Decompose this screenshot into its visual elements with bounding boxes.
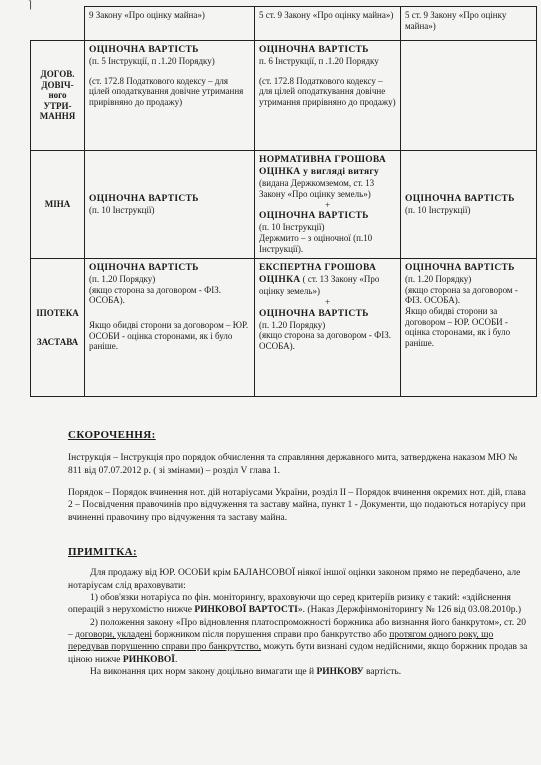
cell-top-1: 9 Закону «Про оцінку майна») — [85, 7, 255, 41]
row-heading: МІНА — [31, 151, 85, 259]
abbreviation-order: Порядок – Порядок вчинення нот. дій нотаріусами України, розділ ІІ – Порядок вчинення окремих нот. дій, глава 2 – Посвідчення правочинів про відчуження та заставу майна, пункт 1 - Документи, що подаються нотаріусу при вчиненні правочину про відчуження та заставу майна. — [68, 487, 526, 523]
cell-title: ОЦІНОЧНА ВАРТІСТЬ — [405, 194, 515, 205]
cell-reference: (п. 5 Інструкції, п .1.20 Порядку) — [89, 56, 215, 67]
cell — [401, 259, 537, 397]
cell — [401, 151, 537, 259]
cell-reference: (видана Держкомземом, ст. 13 Закону «Про оцінку земель») — [259, 178, 375, 200]
cell-title: ОЦІНОЧНА ВАРТІСТЬ — [405, 263, 515, 273]
cell-reference: (п. 1.20 Порядку) — [405, 274, 472, 285]
cell-reference: (п. 1.20 Порядку) — [259, 319, 326, 330]
row-heading: ДОГОВ. ДОВІЧ-ного УТРИ-МАННЯ — [31, 41, 85, 151]
remark-section — [68, 545, 528, 678]
cell-note: Якщо обидві сторони за договором – ЮР. ОСОБИ - оцінка сторонами, як і було раніше. — [405, 306, 511, 348]
cell-title: НОРМАТИВНА ГРОШОВА ОЦІНКА у вигляді витягу — [259, 155, 387, 178]
cell-note: (ст. 172.8 Податкового кодексу – для цілей оподаткування довічне утримання прирівняно до продажу) — [89, 75, 244, 108]
remark-paragraph: Для продажу від ЮР. ОСОБИ крім БАЛАНСОВОЇ ніякої іншої оцінки законом прямо не передбачено, але нотаріусам слід враховувати: — [68, 568, 521, 591]
abbreviations-section — [68, 428, 528, 524]
table-row — [31, 259, 537, 397]
cell-title: ОЦІНОЧНА ВАРТІСТЬ — [259, 308, 369, 319]
cell-note: Держмито – з оціночної (п.10 Інструкції). — [259, 233, 373, 254]
cell — [85, 41, 255, 151]
cell-top-2: 5 ст. 9 Закону «Про оцінку майна») — [255, 7, 401, 41]
cell-reference: п. 6 Інструкції, п .1.20 Порядку — [259, 56, 379, 67]
cell-title: ОЦІНОЧНА ВАРТІСТЬ — [89, 263, 199, 273]
cell — [255, 41, 401, 151]
cell-condition: (якщо сторона за договором - ФІЗ. ОСОБА). — [259, 330, 391, 352]
valuation-table — [30, 6, 537, 397]
cell — [255, 151, 401, 259]
cell — [85, 259, 255, 397]
cell — [85, 151, 255, 259]
remark-heading: ПРИМІТКА: — [68, 546, 138, 558]
plus-sign: + — [324, 297, 331, 308]
cell-reference: (п. 10 Інструкції) — [89, 205, 155, 216]
cell — [255, 259, 401, 397]
table-row — [31, 7, 537, 41]
cell-reference: ( ст. 13 Закону «Про оцінку земель») — [259, 274, 380, 297]
cell-empty — [401, 41, 537, 151]
abbreviations-heading: СКОРОЧЕННЯ: — [68, 429, 156, 441]
row-heading — [31, 259, 85, 397]
cell-reference: (п. 10 Інструкції) — [405, 205, 471, 216]
plus-sign: + — [324, 199, 331, 210]
scan-mark-icon: ⌉ — [28, 0, 32, 11]
cell-title: ОЦІНОЧНА ВАРТІСТЬ — [259, 211, 369, 222]
cell-condition: (якщо сторона за договором - ФІЗ. ОСОБА). — [89, 284, 221, 306]
abbreviation-instruction: Інструкція – Інструкція про порядок обчислення та справляння державного мита, затверджена наказом МЮ № 811 від 07.07.2012 р. ( зі змінами) – розділ V глава 1. — [68, 453, 518, 476]
cell-condition: (якщо сторона за договором - ФІЗ. ОСОБА). — [405, 284, 518, 306]
cell-note: (ст. 172.8 Податкового кодексу – для цілей оподаткування довічне утримання прирівняно до продажу) — [259, 75, 396, 108]
cell-reference: (п. 1.20 Порядку) — [89, 274, 156, 285]
row-heading-ipoteka: ІПОТЕКА — [36, 307, 79, 318]
cell-note: Якщо обидві сторони за договором – ЮР. ОСОБИ - оцінка сторонами, як і було раніше. — [89, 320, 249, 352]
remark-item-1: 1) обов'язки нотаріуса по фін. моніторингу, враховуючи що серед критеріїв ризику є такий: «здійснення операцій з нерухомістю нижче РИНКОВОЇ ВАРТОСТІ». (Наказ Держфінмоніторингу № 126 від 03.08.2010р.) — [68, 592, 522, 616]
row-heading-zastava: ЗАСТАВА — [36, 336, 79, 347]
cell-top-3: 5 ст. 9 Закону «Про оцінку майна») — [401, 7, 537, 41]
cell-title: ЕКСПЕРТНА ГРОШОВА ОЦІНКА — [259, 263, 377, 286]
cell-title: ОЦІНОЧНА ВАРТІСТЬ — [259, 45, 369, 55]
cell-title: ОЦІНОЧНА ВАРТІСТЬ — [89, 45, 199, 55]
table-row — [31, 151, 537, 259]
cell-reference: (п. 10 Інструкції) — [259, 222, 325, 233]
remark-conclusion: На виконання цих норм закону доцільно вимагати ще й РИНКОВУ вартість. — [90, 667, 402, 678]
table-row — [31, 41, 537, 151]
remark-item-2: 2) положення закону «Про відновлення платоспроможності боржника або визнання його банкрутом», ст. 20 – договори, укладені боржником після порушення справи про банкрутство або протягом одного року, що передував порушенню справи про банкрутство, можуть бути визнані судом недійсними, якщо боржник продав за ціною нижче РИНКОВОЇ. — [68, 617, 528, 665]
cell-title: ОЦІНОЧНА ВАРТІСТЬ — [89, 194, 199, 205]
